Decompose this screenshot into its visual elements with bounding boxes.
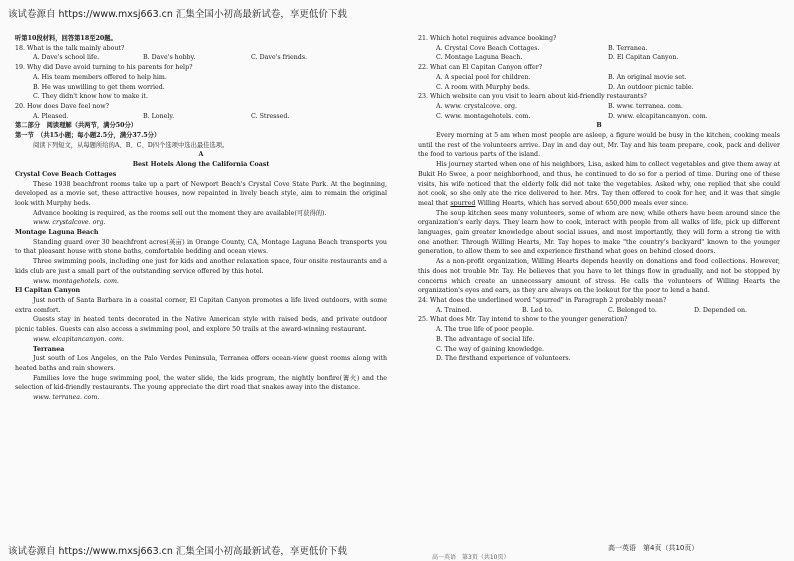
question-22-options-cd (418, 83, 780, 93)
option-a: A. Trained. (436, 306, 472, 314)
option-b: B. He was unwilling to get them worried. (33, 83, 165, 91)
paragraph: Guests stay in heated tents decorated in the Native American style with raised beds, and private outdoor picnic tables. Guests can also access a swimming pool, and explore 50 trails at the award-winning restaurant. (15, 316, 387, 334)
option-d: D. Depended on. (694, 306, 748, 314)
question-20: 20. How does Dave feel now? (15, 102, 109, 110)
paragraph: Just north of Santa Barbara in a coastal corner, El Capitan Canyon promotes a life lived outdoors, with some extra comfort. (15, 296, 387, 314)
question-23-options-cd (418, 112, 780, 122)
option-b: B. www. terranea. com. (608, 102, 683, 110)
paragraph: Three swimming pools, including one just for kids and another relaxation space, four onsite restaurants and a kids club are just a small part of the outstanding service offered by this hotel. (15, 258, 387, 275)
website-url: www. crystalcove. org. (33, 219, 106, 227)
passage-letter: A (198, 151, 204, 159)
source-banner-top: 该试卷源自 https://www.mxsj663.cn 汇集全国小初高最新试卷，享更低价下载 (8, 9, 347, 20)
option-c: C. Belonged to. (608, 306, 657, 314)
question-19: 19. Why did Dave avoid turning to his parents for help? (15, 64, 193, 72)
paragraph: Just south of Los Angeles, on the Palo Verdes Peninsula, Terranea offers ocean-view guest rooms along with heated baths and rain showers. (15, 355, 387, 372)
underlined-word: spurred (450, 199, 476, 207)
option-c: C. Stressed. (251, 112, 290, 120)
option-a: A. Pleased. (33, 112, 69, 120)
source-banner-bottom: 该试卷源自 https://www.mxsj663.cn 汇集全国小初高最新试卷，享更低价下载 (8, 546, 347, 557)
section-1-heading: 第一节 （共15小题；每小题2.5分，满分37.5分） (15, 132, 161, 140)
option-a: A. His team members offered to help him. (33, 73, 167, 81)
option-b: B. The advantage of social life. (436, 335, 535, 343)
option-a: A. Dave's school life. (33, 54, 100, 62)
option-d: D. El Capitan Canyon. (608, 54, 679, 62)
question-20-options (15, 112, 387, 122)
paragraph: Standing guard over 30 beachfront acres(英亩) in Orange County, CA, Montage Laguna Beach transports you to that pleasant house with stone baths, comfortable bedding and ocean views. (15, 238, 387, 256)
option-c: C. A room with Murphy beds. (436, 83, 530, 91)
paragraph: Advance booking is required, as the rooms sell out the moment they are available(可获得的). (33, 209, 327, 217)
question-18-options (15, 53, 387, 63)
option-b: B. Led to. (522, 306, 553, 314)
paragraph: The soup kitchen sees many volunteers, some of whom are new, while others have been around since the organization's early days. They learn how to cook, interact with people from all walks of life, pick up different languages, gain greater knowledge about social issues, and most importantly, they will form a strong tie with one another. Through Willing Hearts, Mr. Tay hopes to make "the country's backyard" known to the younger generation, to allow them to see and experience firsthand what goes on behind closed doors. (418, 209, 780, 256)
website-url: www. terranea. com. (33, 394, 100, 402)
left-column (15, 34, 387, 403)
option-c: C. They didn't know how to make it. (33, 93, 148, 101)
text-segment: His journey started when one of his neighbors, Lisa, asked him to collect vegetables and give them away at Bukit Ho Swee, a poor neighborhood, and thus, he continued to do so for a period of time. During one of these visits, his wife noticed that the elderly folk did not take the vegetables. Asked why, one replied that she could not cook, so she only ate the rice delivered to her. Mrs. Tay then offered to cook for her, and it was that single meal that (418, 161, 780, 207)
option-c: C. Dave's friends. (251, 54, 308, 62)
paragraph: These 1938 beachfront rooms take up a part of Newport Beach's Crystal Cove State Park. At the beginning, developed as a movie set, these attractive houses, now repainted in lively beach style, aim to remain the original look with Murphy beds. (15, 180, 387, 207)
question-22: 22. What can El Capitan Canyon offer? (418, 64, 543, 72)
question-24: 24. What does the underlined word "spurred" in Paragraph 2 probably mean? (418, 296, 667, 304)
question-21-options-ab (418, 44, 780, 54)
option-c: C. www. montagehotels. com. (436, 112, 531, 120)
hotel-heading: Montage Laguna Beach (15, 229, 99, 237)
passage-letter: B (596, 122, 602, 130)
question-23-options-ab (418, 102, 780, 112)
option-b: B. Lonely. (143, 112, 175, 120)
paragraph: As a non-profit organization, Willing Hearts depends heavily on donations and food collections. However, this does not trouble Mr. Tay. He believes that you have to let things flow in gradually, and not be stopped by concerns which create an unnecessary amount of stress. He calls the volunteers of Willing Hearts the organization's eyes and ears, as they are always on the lookout for the poor to lend a hand. (418, 258, 780, 295)
hotel-heading: Terranea (33, 345, 65, 353)
right-column (418, 34, 780, 364)
paragraph: Every morning at 5 am when most people are asleep, a figure would be busy in the kitchen, cooking meals until the rest of the volunteers arrive. Day in and day out, Mr. Tay and his team prepare, cook, pack and deliver the food to various parts of the island. (418, 132, 780, 159)
question-21-options-cd (418, 53, 780, 63)
option-b: B. Dave's hobby. (143, 54, 196, 62)
option-c: C. Montage Laguna Beach. (436, 54, 523, 62)
option-b: B. Terranea. (608, 44, 648, 52)
option-a: A. Crystal Cove Beach Cottages. (436, 44, 540, 52)
option-b: B. An original movie set. (608, 73, 687, 81)
part-2-heading: 第二部分 阅读理解（共两节，满分50分） (15, 122, 138, 130)
paragraph-with-underline (418, 160, 780, 209)
question-25: 25. What does Mr. Tay intend to show to the younger generation? (418, 316, 628, 324)
option-c: C. The way of gaining knowledge. (436, 345, 544, 353)
option-a: A. www. crystalcove. org. (436, 102, 518, 110)
question-22-options-ab (418, 73, 780, 83)
option-a: A. The true life of poor people. (436, 326, 535, 334)
option-d: D. An outdoor picnic table. (608, 83, 694, 91)
website-url: www. elcapitancanyon. com. (33, 335, 124, 343)
website-url: www. montagehotels. com. (33, 277, 119, 285)
question-24-options (418, 306, 780, 316)
instructions: 阅读下列短文，从每题所给的A、B、C、D四个选项中选出最佳选项。 (33, 141, 229, 149)
option-d: D. The firsthand experience of volunteers. (436, 355, 571, 363)
text-segment: Willing Hearts, which has served about 650,000 meals ever since. (475, 199, 689, 207)
hotel-heading: El Capitan Canyon (15, 287, 81, 295)
passage-title: Best Hotels Along the California Coast (132, 161, 270, 169)
question-21: 21. Which hotel requires advance booking? (418, 35, 557, 42)
question-18: 18. What is the talk mainly about? (15, 44, 125, 52)
option-d: D. www. elcapitancanyon. com. (608, 112, 708, 120)
listening-intro: 听第10段材料，回答第18至20题。 (15, 35, 117, 42)
page-footer-right: 高一英语 第4页（共10页） (608, 544, 699, 552)
page-footer-left: 高一英语 第3页（共10页） (432, 554, 510, 561)
option-a: A. A special pool for children. (436, 73, 531, 81)
question-23: 23. Which website can you visit to learn about kid-friendly restaurants? (418, 93, 647, 101)
paragraph: Families love the huge swimming pool, the water slide, the kids program, the nightly bonfire(篝火) and the selection of kid-friendly restaurants. The young appreciate the dirt road that snakes away into the distance. (15, 374, 387, 392)
hotel-heading: Crystal Cove Beach Cottages (15, 170, 117, 178)
